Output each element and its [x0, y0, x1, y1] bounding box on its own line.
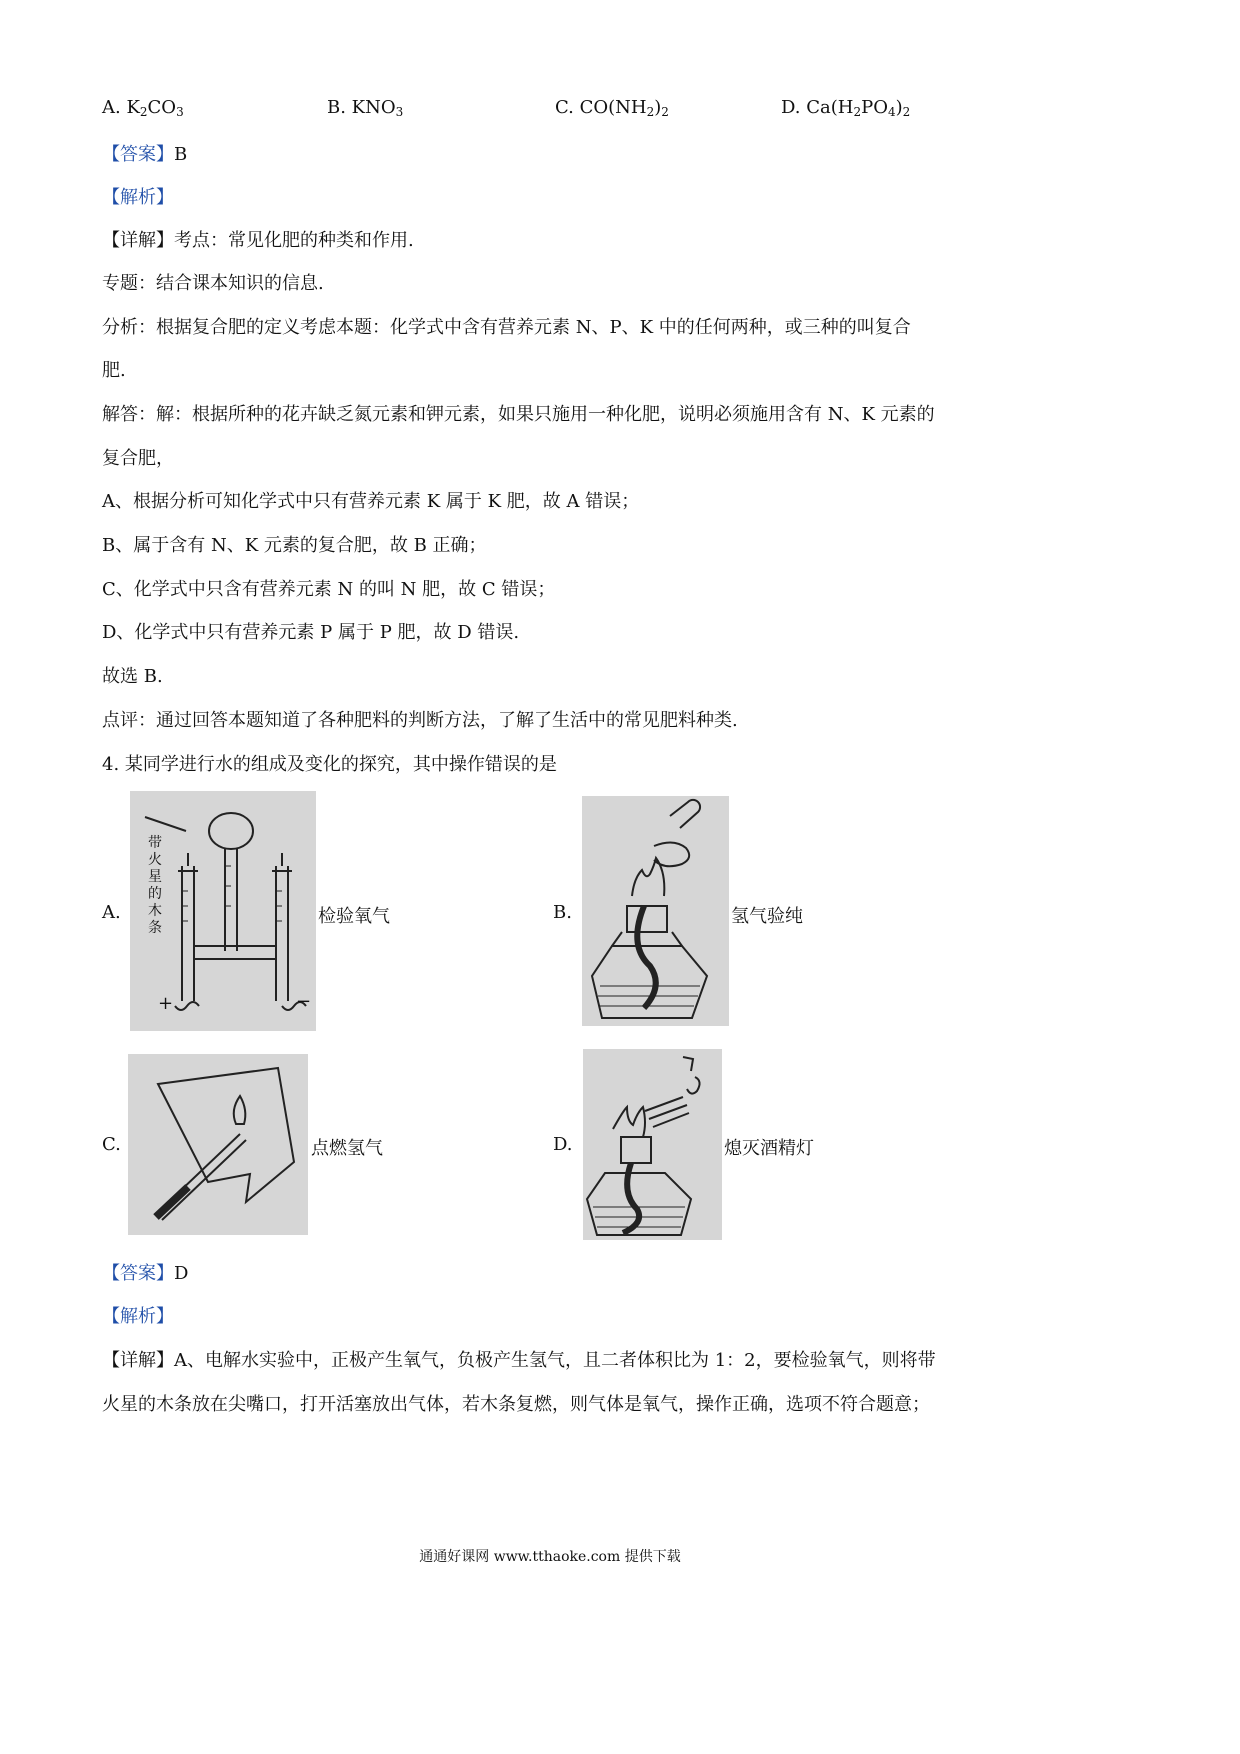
- q4-option-b-caption: 氢气验纯: [731, 906, 803, 927]
- q3-point-a: A、根据分析可知化学式中只有营养元素 K 属于 K 肥，故 A 错误；: [102, 491, 640, 512]
- q3-detail: 【详解】考点：常见化肥的种类和作用.: [102, 230, 414, 251]
- q4-figure-a-label: 带火星的木条: [148, 835, 162, 936]
- q3-option-a: A. $K_2CO_3$: [102, 97, 184, 119]
- page-footer: 通通好课网 www.tthaoke.com 提供下载: [419, 1549, 681, 1565]
- q4-option-d-caption: 熄灭酒精灯: [724, 1138, 814, 1159]
- q3-choose: 故选 B.: [102, 666, 163, 687]
- q3-analysis-heading: 【解析】: [102, 187, 174, 208]
- q4-figure-a-plus: +: [158, 993, 174, 1014]
- q4-answer: 【答案】D: [102, 1263, 189, 1284]
- q3-option-b: B. $KNO_3$: [327, 97, 404, 119]
- q3-point-c: C、化学式中只含有营养元素 N 的叫 N 肥，故 C 错误；: [102, 579, 556, 600]
- q4-option-a-caption: 检验氧气: [318, 906, 390, 927]
- q4-figure-b-hydrogen-purity: [582, 796, 729, 1026]
- q4-option-b-letter: B.: [553, 902, 572, 923]
- q3-point-d: D、化学式中只有营养元素 P 属于 P 肥，故 D 错误.: [102, 622, 520, 643]
- q4-analysis-heading: 【解析】: [102, 1306, 174, 1327]
- q3-topic: 专题：结合课本知识的信息.: [102, 273, 324, 294]
- q4-option-c-caption: 点燃氢气: [311, 1138, 383, 1159]
- q4-option-a-letter: A.: [102, 902, 121, 923]
- q4-stem: 4. 某同学进行水的组成及变化的探究，其中操作错误的是: [102, 754, 557, 775]
- q4-figure-d-extinguish-lamp: [583, 1049, 722, 1240]
- blowing-out-lamp-drawing: [583, 1049, 722, 1240]
- alcohol-lamp-test-tube-drawing: [582, 796, 729, 1026]
- q3-analysis-line-2: 肥.: [102, 360, 126, 381]
- q4-option-c-letter: C.: [102, 1134, 121, 1155]
- match-ignition-drawing: [128, 1054, 308, 1235]
- q4-detail-line-2: 火星的木条放在尖嘴口，打开活塞放出气体，若木条复燃，则气体是氧气，操作正确，选项不符合题意；: [102, 1394, 930, 1415]
- q3-solution-line-1: 解答：解：根据所种的花卉缺乏氮元素和钾元素，如果只施用一种化肥，说明必须施用含有 N、K 元素的: [102, 404, 935, 425]
- q3-option-d: D. $Ca(H_2PO_4)_2$: [781, 97, 911, 119]
- q3-analysis-line-1: 分析：根据复合肥的定义考虑本题：化学式中含有营养元素 N、P、K 中的任何两种，或三种的叫复合: [102, 317, 911, 338]
- q4-figure-a-minus: −: [296, 991, 312, 1012]
- q3-comment: 点评：通过回答本题知道了各种肥料的判断方法，了解了生活中的常见肥料种类.: [102, 710, 738, 731]
- q4-figure-c-ignite-hydrogen: [128, 1054, 308, 1235]
- q3-option-c: C. $CO(NH_2)_2$: [555, 97, 669, 119]
- q4-figure-a-electrolysis: [130, 791, 316, 1031]
- q3-point-b: B、属于含有 N、K 元素的复合肥，故 B 正确；: [102, 535, 487, 556]
- q3-answer: 【答案】B: [102, 144, 188, 165]
- q4-option-d-letter: D.: [553, 1134, 573, 1155]
- q4-detail-line-1: 【详解】A、电解水实验中，正极产生氧气，负极产生氢气，且二者体积比为 1：2，要检验氧气，则将带: [102, 1350, 936, 1371]
- q3-solution-line-2: 复合肥，: [102, 448, 174, 469]
